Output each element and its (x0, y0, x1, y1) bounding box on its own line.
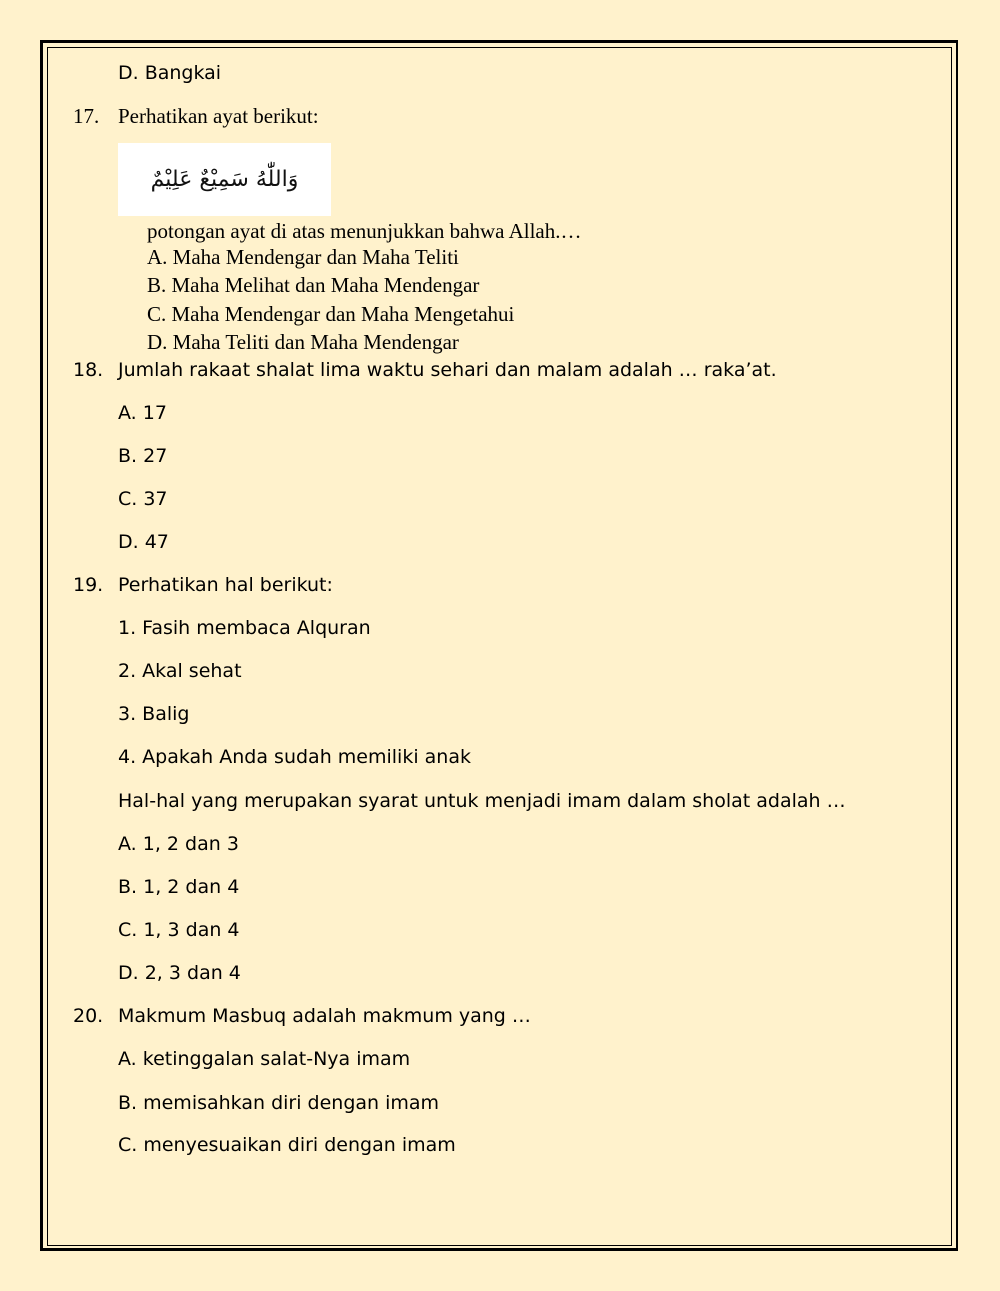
q20-number: 20. (73, 1005, 104, 1027)
q19-prompt: Hal-hal yang merupakan syarat untuk menjadi imam dalam sholat adalah … (118, 790, 846, 812)
q19-option-b[interactable]: B. 1, 2 dan 4 (118, 876, 240, 898)
q19-option-c[interactable]: C. 1, 3 dan 4 (118, 919, 240, 941)
q19-stem: Perhatikan hal berikut: (118, 574, 333, 596)
q17-prompt: potongan ayat di atas menunjukkan bahwa Allah.… (147, 219, 582, 243)
q20-option-b[interactable]: B. memisahkan diri dengan imam (118, 1092, 440, 1114)
q19-item-3: 3. Balig (118, 703, 190, 725)
q17-option-d[interactable]: D. Maha Teliti dan Maha Mendengar (147, 330, 459, 354)
prev-question-option-d: D. Bangkai (118, 62, 222, 84)
q17-option-c[interactable]: C. Maha Mendengar dan Maha Mengetahui (147, 302, 515, 326)
q19-item-4: 4. Apakah Anda sudah memiliki anak (118, 746, 471, 768)
q20-stem: Makmum Masbuq adalah makmum yang … (118, 1005, 531, 1027)
q18-number: 18. (73, 359, 104, 381)
q18-option-a[interactable]: A. 17 (118, 402, 167, 424)
q19-item-2: 2. Akal sehat (118, 660, 242, 682)
q18-option-c[interactable]: C. 37 (118, 488, 168, 510)
q18-option-b[interactable]: B. 27 (118, 445, 168, 467)
q17-stem: Perhatikan ayat berikut: (118, 104, 319, 128)
q19-option-a[interactable]: A. 1, 2 dan 3 (118, 833, 239, 855)
q19-item-1: 1. Fasih membaca Alquran (118, 617, 371, 639)
q17-arabic-verse-image (118, 143, 331, 216)
q18-stem: Jumlah rakaat shalat lima waktu sehari dan malam adalah … raka’at. (118, 359, 777, 381)
q17-number: 17. (73, 104, 100, 128)
q19-option-d[interactable]: D. 2, 3 dan 4 (118, 962, 241, 984)
q20-option-a[interactable]: A. ketinggalan salat-Nya imam (118, 1048, 411, 1070)
q20-option-c[interactable]: C. menyesuaikan diri dengan imam (118, 1134, 456, 1156)
q17-arabic-verse: وَاللّٰهُ سَمِيْعٌ عَلِيْمٌ (150, 167, 299, 192)
q17-option-a[interactable]: A. Maha Mendengar dan Maha Teliti (147, 245, 459, 269)
q19-number: 19. (73, 574, 104, 596)
q17-option-b[interactable]: B. Maha Melihat dan Maha Mendengar (147, 273, 480, 297)
q18-option-d[interactable]: D. 47 (118, 531, 169, 553)
